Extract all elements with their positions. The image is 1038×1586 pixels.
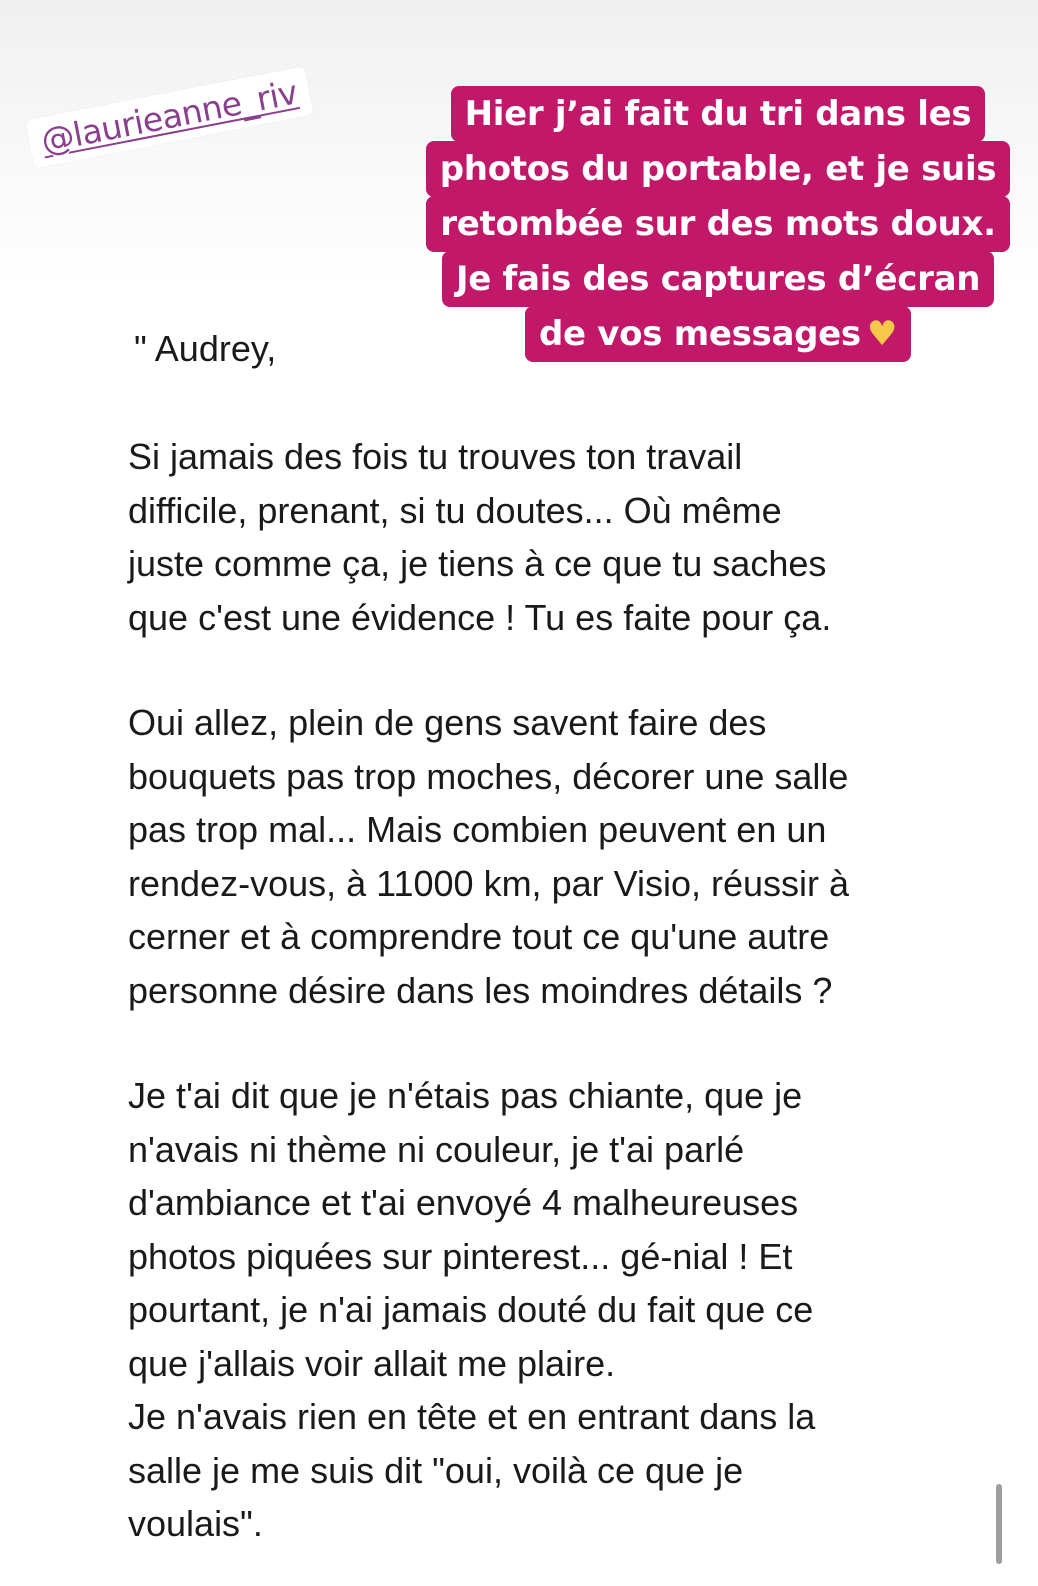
caption-line-text: de vos messages [538,314,861,354]
caption-line-text: retombée sur des mots doux. [440,204,996,244]
mention-text: @laurieanne_riv [37,72,301,161]
text-line: salle je me suis dit "oui, voilà ce que je [128,1449,744,1491]
story-caption [408,86,1028,362]
caption-line-text: Hier j’ai fait du tri dans les [464,94,972,134]
caption-line [525,306,911,362]
text-line: voulais". [128,1503,263,1544]
text-line: photos piquées sur pinterest... gé-nial ! Et [128,1235,793,1277]
caption-line [451,86,986,142]
text-line: Je n'avais rien en tête et en entrant dans la [128,1396,816,1437]
text-line: difficile, prenant, si tu doutes... Où même [128,489,782,531]
note-body [128,430,998,1551]
text-line: Si jamais des fois tu trouves ton travail [128,436,743,477]
text-line: juste comme ça, je tiens à ce que tu saches [128,543,827,584]
text-line: que c'est une évidence ! Tu es faite pour ça. [128,596,832,638]
text-line: que j'allais voir allait me plaire. [128,1342,616,1384]
caption-line-text: Je fais des captures d’écran [455,259,981,299]
text-line: Oui allez, plein de gens savent faire des [128,702,767,743]
caption-line [426,141,1010,197]
caption-line-text: photos du portable, et je suis [439,149,997,189]
text-line: pourtant, je n'ai jamais douté du fait que ce [128,1289,814,1330]
text-line: pas trop mal... Mais combien peuvent en un [128,809,827,850]
yellow-heart-icon: ♥ [866,314,898,354]
note-paragraph [128,696,998,1017]
text-line: rendez-vous, à 11000 km, par Visio, réussir à [128,862,850,904]
note-paragraph [128,1069,998,1551]
mention-sticker[interactable] [25,66,313,168]
text-line: bouquets pas trop moches, décorer une salle [128,755,849,797]
text-line: Je t'ai dit que je n'étais pas chiante, que je [128,1075,803,1116]
caption-line [426,196,1009,252]
note-paragraph [128,430,998,644]
text-line: personne désire dans les moindres détails ? [128,969,833,1011]
text-line: d'ambiance et t'ai envoyé 4 malheureuses [128,1182,799,1223]
text-line: cerner et à comprendre tout ce qu'une autre [128,916,830,957]
caption-line [442,251,994,307]
note-greeting: " Audrey, [134,328,277,369]
scrollbar-thumb[interactable] [996,1484,1002,1564]
text-line: n'avais ni thème ni couleur, je t'ai parlé [128,1128,745,1170]
